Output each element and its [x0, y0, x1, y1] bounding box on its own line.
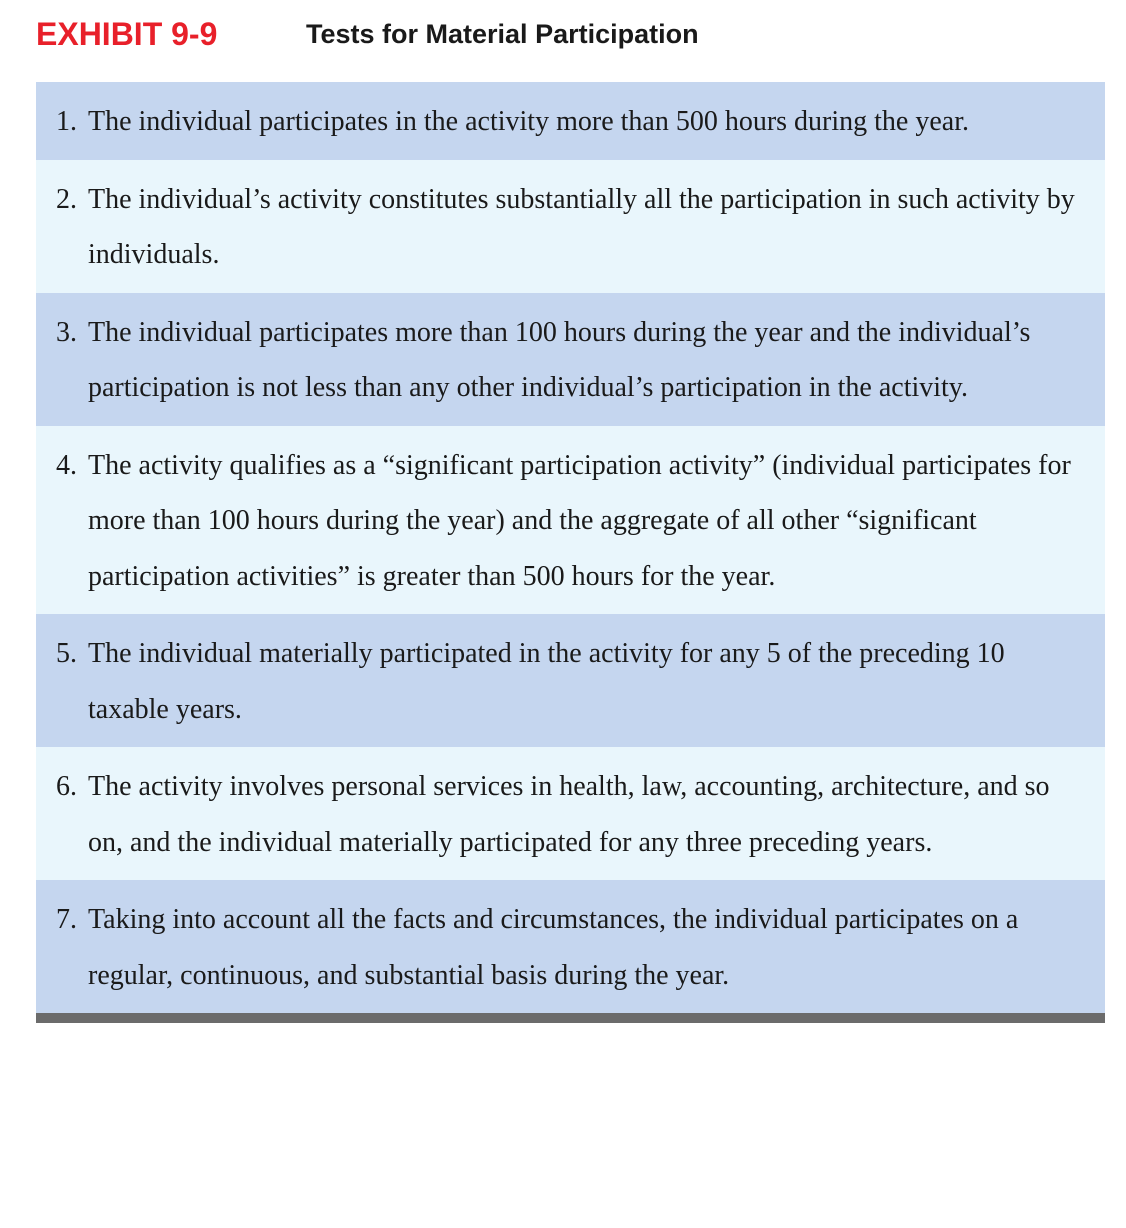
test-row-2	[36, 160, 1105, 293]
test-number: 2.	[56, 183, 77, 215]
test-row-6	[36, 747, 1105, 880]
test-row-5	[36, 614, 1105, 747]
table-bottom-rule	[36, 1013, 1105, 1023]
tests-table	[36, 82, 1105, 1023]
test-number: 7.	[56, 904, 77, 935]
test-text: The activity qualifies as a “significant participation activity” (individual participates for more than 100 hours during the year) and the aggregate of all other “significant participation activities” is greater than 500 hours for the year.	[88, 449, 1071, 592]
exhibit-header	[36, 12, 699, 56]
test-number: 1.	[56, 106, 77, 137]
test-text: The individual participates more than 100 hours during the year and the individual’s participation is not less than any other individual’s participation in the activity.	[88, 316, 1031, 403]
test-number: 6.	[56, 771, 77, 802]
test-number: 5.	[56, 638, 77, 669]
test-row-4	[36, 426, 1105, 615]
test-text: The individual’s activity constitutes substantially all the participation in such activity by individuals.	[88, 183, 1075, 270]
test-text: The individual materially participated in the activity for any 5 of the preceding 10 taxable years.	[88, 638, 1005, 725]
test-row-7	[36, 880, 1105, 1013]
exhibit-title: Tests for Material Participation	[306, 18, 699, 49]
test-text: The individual participates in the activity more than 500 hours during the year.	[88, 106, 969, 137]
test-number: 3.	[56, 316, 77, 348]
test-row-1	[36, 82, 1105, 160]
test-row-3	[36, 293, 1105, 426]
test-number: 4.	[56, 449, 77, 481]
exhibit-label: EXHIBIT 9-9	[36, 15, 218, 52]
test-text: Taking into account all the facts and circumstances, the individual participates on a regular, continuous, and substantial basis during the year.	[88, 904, 1019, 991]
test-text: The activity involves personal services in health, law, accounting, architecture, and so on, and the individual materially participated for any three preceding years.	[88, 771, 1050, 858]
